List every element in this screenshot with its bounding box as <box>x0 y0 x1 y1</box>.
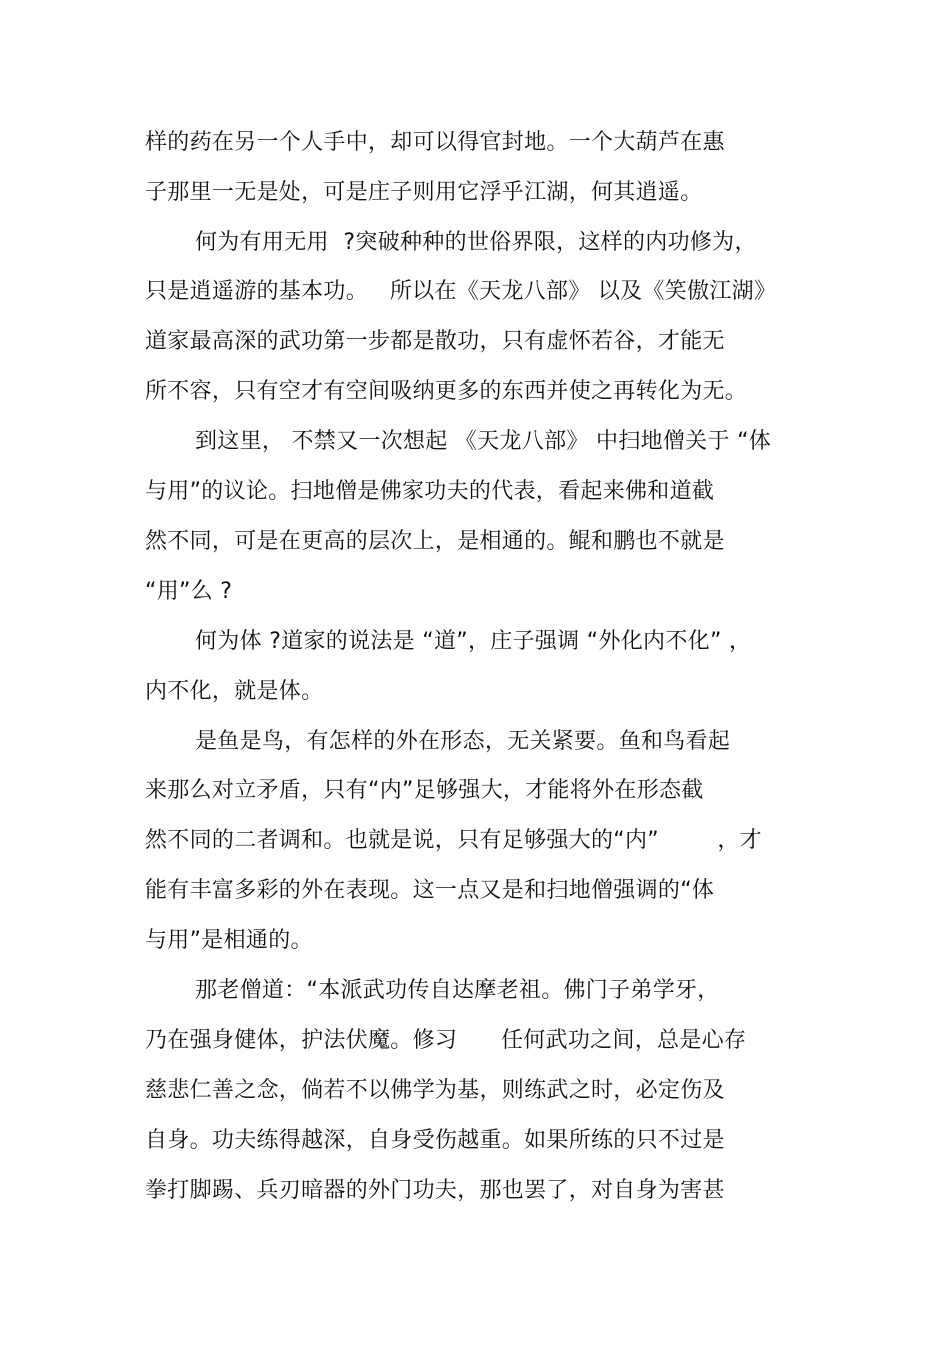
text-line: 然不同的二者调和。也就是说，只有足够强大的“内” ，才 <box>145 828 762 853</box>
text-line: 与用”的议论。扫地僧是佛家功夫的代表，看起来佛和道截 <box>145 479 715 504</box>
text-line: 慈悲仁善之念，倘若不以佛学为基，则练武之时，必定伤及 <box>145 1078 725 1103</box>
text-line: 能有丰富多彩的外在表现。这一点又是和扫地僧强调的“体 <box>145 878 715 903</box>
text-line: 自身。功夫练得越深，自身受伤越重。如果所练的只不过是 <box>145 1128 725 1153</box>
text-line: 样的药在另一个人手中，却可以得官封地。一个大葫芦在惠 <box>145 130 725 155</box>
text-line: 那老僧道：“本派武功传自达摩老祖。佛门子弟学牙， <box>195 978 720 1003</box>
text-line: 然不同，可是在更高的层次上，是相通的。鲲和鹏也不就是 <box>145 529 725 554</box>
text-line: 拳打脚踢、兵刃暗器的外门功夫，那也罢了，对自身为害甚 <box>145 1178 725 1203</box>
text-line: 所不容，只有空才有空间吸纳更多的东西并使之再转化为无。 <box>145 379 748 404</box>
text-line: 到这里， 不禁又一次想起 《天龙八部》 中扫地僧关于 “体 <box>195 429 772 454</box>
text-line: 与用”是相通的。 <box>145 928 313 953</box>
text-line: 是鱼是鸟，有怎样的外在形态，无关紧要。鱼和鸟看起 <box>195 729 731 754</box>
text-line: “用”么 ? <box>145 579 233 604</box>
text-line: 来那么对立矛盾，只有“内”足够强大，才能将外在形态截 <box>145 778 704 803</box>
text-line: 只是逍遥游的基本功。 所以在《天龙八部》 以及《笑傲江湖》 <box>145 279 777 304</box>
text-line: 子那里一无是处，可是庄子则用它浮乎江湖，何其逍遥。 <box>145 180 703 205</box>
text-line: 何为有用无用 ?突破种种的世俗界限，这样的内功修为， <box>195 230 757 255</box>
text-line: 乃在强身健体，护法伏魔。修习 任何武功之间，总是心存 <box>145 1028 747 1053</box>
text-line: 道家最高深的武功第一步都是散功，只有虚怀若谷，才能无 <box>145 329 725 354</box>
text-line: 内不化，就是体。 <box>145 679 324 704</box>
text-line: 何为体 ?道家的说法是 “道”，庄子强调 “外化内不化” ， <box>195 629 752 654</box>
